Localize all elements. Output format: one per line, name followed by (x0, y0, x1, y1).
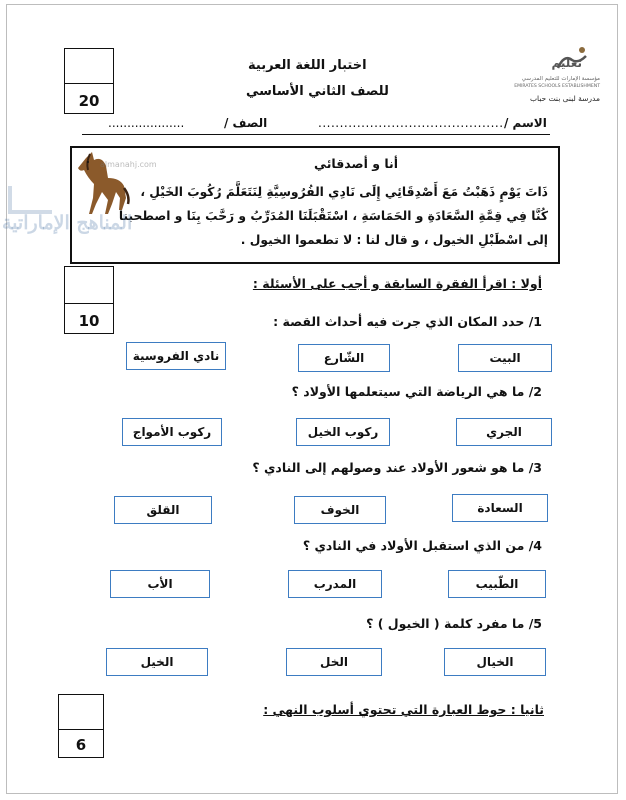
class-field[interactable]: .................... (108, 116, 185, 130)
q3-option-1[interactable]: السعادة (452, 494, 548, 522)
q1-option-3[interactable]: نادي الفروسية (126, 342, 226, 370)
grade-label: للصف الثاني الأساسي (246, 84, 389, 99)
question-3: 3/ ما هو شعور الأولاد عند وصولهم إلى النادي ؟ (252, 460, 542, 475)
question-5: 5/ ما مفرد كلمة ( الخيول ) ؟ (366, 616, 542, 631)
q1-option-2[interactable]: الشّارع (298, 344, 390, 372)
q3-option-2[interactable]: الخوف (294, 496, 386, 524)
section1-score-box (64, 266, 114, 334)
q5-option-2[interactable]: الخل (286, 648, 382, 676)
total-score: 20 (78, 92, 100, 110)
q1-option-1[interactable]: البيت (458, 344, 552, 372)
watermark-mark (8, 186, 52, 214)
header-rule (82, 134, 550, 135)
passage-line: إلى اسْطَبْلِ الخيول ، و قال لنا : لا تطعموا الخيول . (240, 233, 548, 247)
logo-org-en: EMIRATES SCHOOLS ESTABLISHMENT (514, 84, 600, 89)
q5-option-3[interactable]: الخيل (106, 648, 208, 676)
exam-title: اختبار اللغة العربية (248, 58, 367, 73)
horse-icon (72, 148, 132, 218)
score-divider (59, 729, 103, 730)
q3-option-3[interactable]: القلق (114, 496, 212, 524)
section1-score: 10 (78, 312, 100, 330)
question-2: 2/ ما هي الرياضة التي سيتعلمها الأولاد ؟ (291, 384, 542, 399)
passage-line: كُنَّا فِي قِمَّةِ السَّعَادَةِ و الحَمَاسَةِ ، اسْتَقْبَلَنَا المُدَرِّبُ و رَحَّبَ بِنَا و اصطحبنا (118, 209, 548, 223)
logo-school: مدرسة لبنى بنت حباب (529, 94, 600, 103)
name-field[interactable]: ........................................... (318, 116, 504, 130)
passage-line: ذَاتَ يَوْمٍ ذَهَبْتُ مَعَ أَصْدِقَائِي إِلَى نَادِي الفُرُوسِيَّةِ لِنَتَعَلَّمَ رُكُوبَ الخَيْلِ ، (140, 185, 548, 199)
name-label: الاسم / (504, 116, 547, 130)
q2-option-2[interactable]: ركوب الخيل (296, 418, 390, 446)
question-4: 4/ من الذي استقبل الأولاد في النادي ؟ (302, 538, 542, 553)
q4-option-1[interactable]: الطّبيب (448, 570, 546, 598)
passage-title: أنا و أصدقائي (314, 156, 398, 171)
logo-org-ar: مؤسسة الإمارات للتعليم المدرسي (521, 76, 600, 82)
passage-text (78, 180, 548, 252)
section1-heading: أولا : اقرأ الفقرة السابقة و أجب على الأسئلة : (252, 276, 542, 291)
q2-option-1[interactable]: الجري (456, 418, 552, 446)
question-1: 1/ حدد المكان الذي جرت فيه أحداث القصة : (273, 314, 542, 329)
q4-option-3[interactable]: الأب (110, 570, 210, 598)
q2-option-3[interactable]: ركوب الأمواج (122, 418, 222, 446)
section2-heading: ثانيا : حوط العبارة التي تحتوي أسلوب النهي : (263, 702, 544, 717)
total-score-box (64, 48, 114, 114)
section2-score: 6 (75, 736, 87, 754)
class-label: الصف / (224, 116, 268, 130)
school-logo (500, 44, 604, 106)
logo-brand: تعليم (551, 56, 582, 70)
watermark: المناهج الإماراتية (2, 212, 133, 234)
section2-score-box (58, 694, 104, 758)
q5-option-1[interactable]: الخيال (444, 648, 546, 676)
score-divider (65, 303, 113, 304)
watermark-site: almanahj.com (100, 160, 157, 169)
q4-option-2[interactable]: المدرب (288, 570, 382, 598)
score-divider (65, 83, 113, 84)
